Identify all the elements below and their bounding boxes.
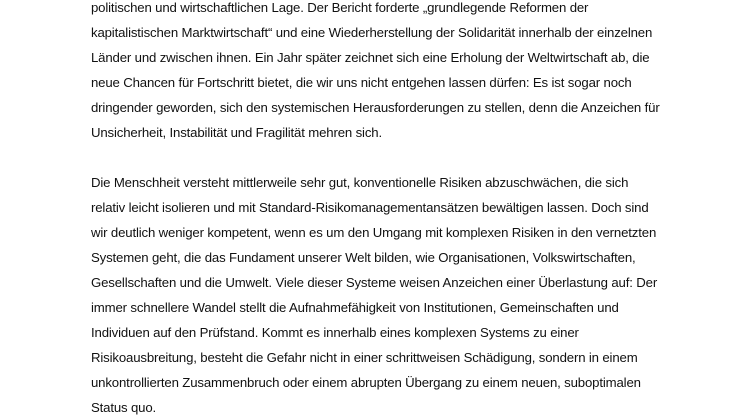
text-line: kapitalistischen Marktwirtschaft“ und eine Wiederherstellung der Solidarität innerhalb der einzelnen xyxy=(91,25,653,40)
text-line: Die Menschheit versteht mittlerweile sehr gut, konventionelle Risiken abzuschwächen, die sich xyxy=(91,175,629,190)
text-line: unkontrollierten Zusammenbruch oder einem abrupten Übergang zu einem neuen, suboptimalen xyxy=(91,375,641,390)
text-line: Unsicherheit, Instabilität und Fragilität mehren sich. xyxy=(91,125,382,140)
text-line: Gesellschaften und die Umwelt. Viele dieser Systeme weisen Anzeichen einer Überlastung auf: Der xyxy=(91,275,658,290)
text-line: Individuen auf den Prüfstand. Kommt es innerhalb eines komplexen Systems zu einer xyxy=(91,325,579,340)
text-line: neue Chancen für Fortschritt bietet, die wir uns nicht entgehen lassen dürfen: Es ist sogar noch xyxy=(91,75,632,90)
text-line: wir deutlich weniger kompetent, wenn es um den Umgang mit komplexen Risiken in den vernetzten xyxy=(91,225,657,240)
text-line: Länder und zwischen ihnen. Ein Jahr später zeichnet sich eine Erholung der Weltwirtschaft ab, die xyxy=(91,50,650,65)
text-line: immer schnellere Wandel stellt die Aufnahmefähigkeit von Institutionen, Gemeinschaften und xyxy=(91,300,619,315)
paragraph-2 xyxy=(91,174,691,419)
text-line: Systemen geht, die das Fundament unserer Welt bilden, wie Organisationen, Volkswirtschaften, xyxy=(91,250,636,265)
paragraph-1 xyxy=(91,0,691,149)
text-line: Status quo. xyxy=(91,400,157,415)
text-line: Risikoausbreitung, besteht die Gefahr nicht in einer schrittweisen Schädigung, sondern in einem xyxy=(91,350,638,365)
text-line: relativ leicht isolieren und mit Standard-Risikomanagementansätzen bewältigen lassen. Doch sind xyxy=(91,200,649,215)
text-line: dringender geworden, sich den systemischen Herausforderungen zu stellen, denn die Anzeichen für xyxy=(91,100,660,115)
text-line: politischen und wirtschaftlichen Lage. Der Bericht forderte „grundlegende Reformen der xyxy=(91,0,589,15)
